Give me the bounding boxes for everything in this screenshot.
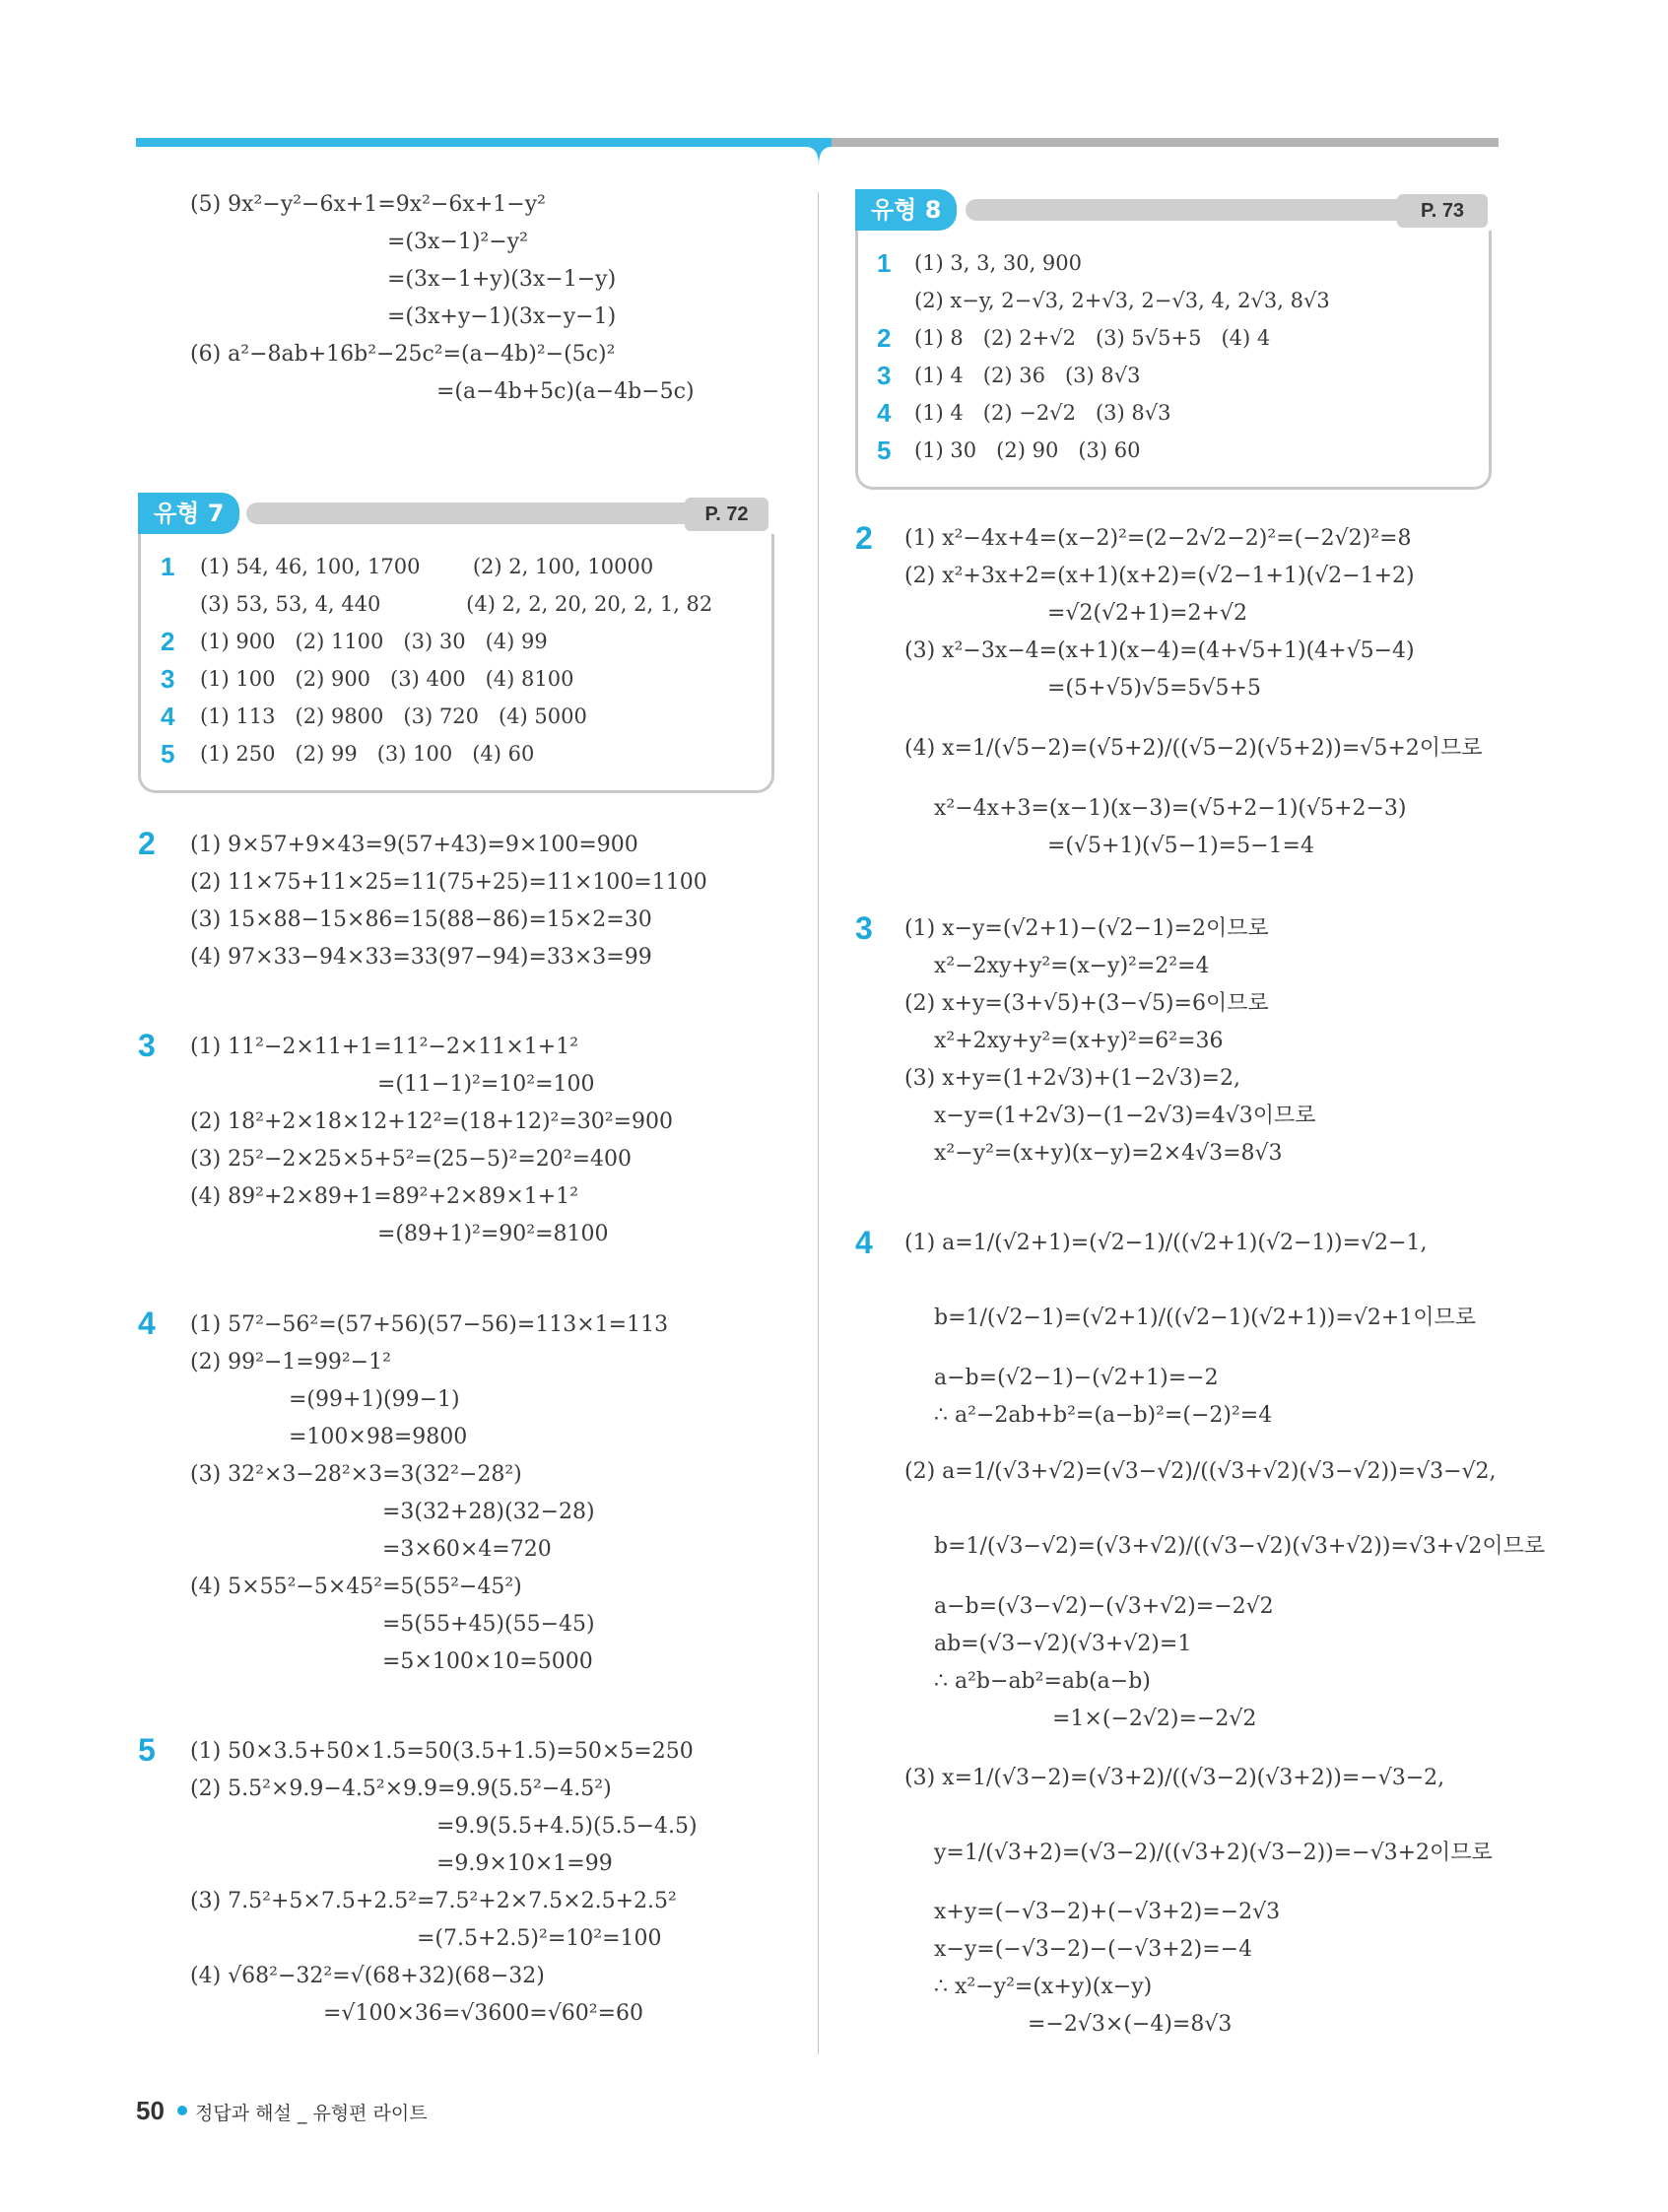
equation-line: (4) 97×33−94×33=33(97−94)=33×3=99: [190, 945, 652, 970]
equation-line: (1) x²−4x+4=(x−2)²=(2−2√2−2)²=(−2√2)²=8: [904, 526, 1412, 551]
equation-line: ∴ a²b−ab²=ab(a−b): [934, 1669, 1151, 1694]
type7-badge: 유형 7: [138, 493, 239, 534]
equation-line: =1×(−2√2)=−2√2: [1052, 1707, 1257, 1731]
equation-line: x²+2xy+y²=(x+y)²=6²=36: [934, 1029, 1224, 1053]
equation-line: =100×98=9800: [289, 1425, 468, 1449]
binding-notch: [806, 138, 832, 168]
type7-answer-line: (1) 100 (2) 900 (3) 400 (4) 8100: [200, 667, 574, 691]
equation-line: ab=(√3−√2)(√3+√2)=1: [934, 1632, 1192, 1656]
question-number: 4: [855, 1225, 873, 1260]
equation-line: (2) 11×75+11×25=11(75+25)=11×100=1100: [190, 870, 707, 895]
equation-line: ∴ x²−y²=(x+y)(x−y): [934, 1975, 1153, 1999]
equation-line: (3) 15×88−15×86=15(88−86)=15×2=30: [190, 907, 652, 932]
equation-line: =3(32+28)(32−28): [382, 1500, 595, 1524]
equation-line: (3) x=1/(√3−2)=(√3+2)/((√3−2)(√3+2))=−√3−2,: [904, 1766, 1445, 1790]
type7-num: 1: [161, 552, 175, 581]
top-gray-bar: [824, 138, 1499, 147]
type7-num: 2: [161, 627, 175, 656]
equation-line: =(5+√5)√5=5√5+5: [1047, 676, 1261, 701]
equation-line: (4) 5×55²−5×45²=5(55²−45²): [190, 1575, 522, 1599]
page-number: 50: [136, 2096, 165, 2125]
type7-answer-line: (3) 53, 53, 4, 440 (4) 2, 2, 20, 20, 2, 1, 82: [200, 592, 713, 616]
equation-line: x+y=(−√3−2)+(−√3+2)=−2√3: [934, 1900, 1281, 1924]
equation-line: =(7.5+2.5)²=10²=100: [417, 1926, 662, 1951]
equation-line: a−b=(√3−√2)−(√3+√2)=−2√2: [934, 1594, 1274, 1619]
type8-page-ref: P. 73: [1397, 194, 1488, 228]
equation-line: (2) 99²−1=99²−1²: [190, 1350, 391, 1374]
equation-line: =√100×36=√3600=√60²=60: [323, 2001, 644, 2026]
equation-line: x−y=(−√3−2)−(−√3+2)=−4: [934, 1937, 1253, 1962]
question-number: 3: [138, 1028, 156, 1063]
equation-line: =(11−1)²=10²=100: [377, 1072, 595, 1097]
type7-answer-line: (1) 900 (2) 1100 (3) 30 (4) 99: [200, 630, 548, 653]
type7-num: 5: [161, 739, 175, 769]
footer-title: 정답과 해설 _ 유형편 라이트: [195, 2103, 428, 2124]
equation-line: =−2√3×(−4)=8√3: [1028, 2012, 1233, 2037]
equation-line: (4) √68²−32²=√(68+32)(68−32): [190, 1964, 545, 1988]
equation-line: (1) 50×3.5+50×1.5=50(3.5+1.5)=50×5=250: [190, 1739, 694, 1764]
equation-line: (3) x²−3x−4=(x+1)(x−4)=(4+√5+1)(4+√5−4): [904, 638, 1415, 663]
question-number: 2: [855, 520, 873, 556]
equation-line: y=1/(√3+2)=(√3−2)/((√3+2)(√3−2))=−√3+2이므로: [934, 1841, 1493, 1865]
type8-badge: 유형 8: [855, 189, 957, 231]
equation-line: (2) x+y=(3+√5)+(3−√5)=6이므로: [904, 991, 1269, 1016]
equation-line: (2) a=1/(√3+√2)=(√3−√2)/((√3+√2)(√3−√2))=√3−√2,: [904, 1459, 1497, 1484]
type7-page-ref: P. 72: [685, 498, 768, 531]
bullet-dot-icon: [177, 2106, 187, 2115]
question-number: 5: [138, 1732, 156, 1768]
equation-line: a−b=(√2−1)−(√2+1)=−2: [934, 1366, 1219, 1390]
equation-line: x²−2xy+y²=(x−y)²=2²=4: [934, 954, 1210, 978]
equation-line: (2) x²+3x+2=(x+1)(x+2)=(√2−1+1)(√2−1+2): [904, 564, 1415, 588]
type8-num: 3: [877, 361, 892, 390]
type8-num: 1: [877, 248, 892, 278]
question-number: 4: [138, 1306, 156, 1341]
type8-num: 2: [877, 323, 892, 353]
equation-line: (3) 7.5²+5×7.5+2.5²=7.5²+2×7.5×2.5+2.5²: [190, 1889, 677, 1913]
equation-line: (3) 32²×3−28²×3=3(32²−28²): [190, 1462, 522, 1487]
question-number: 2: [138, 826, 156, 861]
equation-line: b=1/(√2−1)=(√2+1)/((√2−1)(√2+1))=√2+1이므로: [934, 1306, 1477, 1330]
equation-line: b=1/(√3−√2)=(√3+√2)/((√3−√2)(√3+√2))=√3+√2이므로: [934, 1534, 1546, 1559]
equation-line: (1) 9×57+9×43=9(57+43)=9×100=900: [190, 833, 638, 857]
type8-num: 5: [877, 436, 892, 465]
type8-answer-line: (1) 30 (2) 90 (3) 60: [914, 438, 1141, 462]
equation-line: (1) x−y=(√2+1)−(√2−1)=2이므로: [904, 916, 1269, 941]
column-divider: [818, 192, 819, 2054]
type7-answer-line: (1) 54, 46, 100, 1700 (2) 2, 100, 10000: [200, 555, 654, 578]
equation-line: =(99+1)(99−1): [289, 1387, 460, 1412]
equation-line: =5×100×10=5000: [382, 1649, 593, 1674]
equation-line: (1) 57²−56²=(57+56)(57−56)=113×1=113: [190, 1312, 669, 1337]
equation-line: (3) 25²−2×25×5+5²=(25−5)²=20²=400: [190, 1147, 633, 1172]
equation-line: =(a−4b+5c)(a−4b−5c): [436, 379, 695, 404]
type8-answer-line: (1) 8 (2) 2+√2 (3) 5√5+5 (4) 4: [914, 326, 1271, 350]
equation-line: =(3x+y−1)(3x−y−1): [387, 304, 617, 329]
equation-line: (5) 9x²−y²−6x+1=9x²−6x+1−y²: [190, 192, 546, 217]
type8-answer-line: (2) x−y, 2−√3, 2+√3, 2−√3, 4, 2√3, 8√3: [914, 289, 1330, 312]
type8-num: 4: [877, 398, 892, 428]
top-accent-bar: [136, 138, 816, 147]
equation-line: =5(55+45)(55−45): [382, 1612, 595, 1637]
equation-line: (3) x+y=(1+2√3)+(1−2√3)=2,: [904, 1066, 1240, 1091]
equation-line: (6) a²−8ab+16b²−25c²=(a−4b)²−(5c)²: [190, 342, 616, 367]
type8-answer-line: (1) 4 (2) −2√2 (3) 8√3: [914, 401, 1171, 425]
equation-line: =√2(√2+1)=2+√2: [1047, 601, 1247, 626]
equation-line: =9.9(5.5+4.5)(5.5−4.5): [436, 1814, 698, 1839]
equation-line: =(89+1)²=90²=8100: [377, 1222, 609, 1246]
equation-line: =(√5+1)(√5−1)=5−1=4: [1047, 834, 1314, 858]
equation-line: =(3x−1)²−y²: [387, 230, 528, 254]
equation-line: =3×60×4=720: [382, 1537, 552, 1562]
equation-line: (4) x=1/(√5−2)=(√5+2)/((√5−2)(√5+2))=√5+2이므로: [904, 736, 1483, 761]
type8-answer-line: (1) 3, 3, 30, 900: [914, 251, 1082, 275]
equation-line: (4) 89²+2×89+1=89²+2×89×1+1²: [190, 1184, 579, 1209]
equation-line: (1) 11²−2×11+1=11²−2×11×1+1²: [190, 1035, 579, 1059]
equation-line: (1) a=1/(√2+1)=(√2−1)/((√2+1)(√2−1))=√2−1,: [904, 1231, 1428, 1255]
type7-answer-line: (1) 113 (2) 9800 (3) 720 (4) 5000: [200, 704, 587, 728]
type7-num: 3: [161, 664, 175, 694]
equation-line: =9.9×10×1=99: [436, 1851, 613, 1876]
equation-line: x²−y²=(x+y)(x−y)=2×4√3=8√3: [934, 1141, 1283, 1166]
equation-line: =(3x−1+y)(3x−1−y): [387, 267, 617, 292]
type7-num: 4: [161, 702, 175, 731]
equation-line: (2) 5.5²×9.9−4.5²×9.9=9.9(5.5²−4.5²): [190, 1776, 612, 1801]
type7-answer-line: (1) 250 (2) 99 (3) 100 (4) 60: [200, 742, 535, 766]
equation-line: (2) 18²+2×18×12+12²=(18+12)²=30²=900: [190, 1109, 674, 1134]
equation-line: x²−4x+3=(x−1)(x−3)=(√5+2−1)(√5+2−3): [934, 796, 1407, 821]
type8-answer-line: (1) 4 (2) 36 (3) 8√3: [914, 364, 1141, 387]
question-number: 3: [855, 910, 873, 946]
equation-line: x−y=(1+2√3)−(1−2√3)=4√3이므로: [934, 1104, 1316, 1128]
equation-line: ∴ a²−2ab+b²=(a−b)²=(−2)²=4: [934, 1403, 1273, 1428]
